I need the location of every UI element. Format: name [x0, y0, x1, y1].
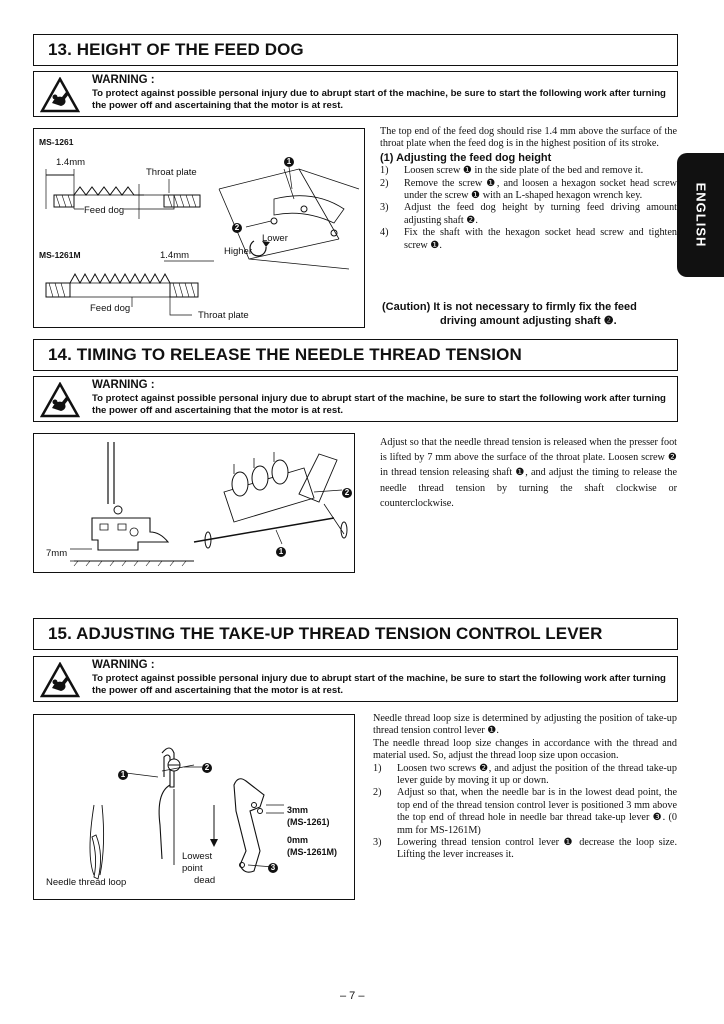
list-item: 1) Loosen two screws ❷, and adjust the position of the thread take-up lever guide by moving it up or down.: [373, 762, 677, 787]
section-15-text: [373, 713, 677, 862]
section-13-caution-2: driving amount adjusting shaft ❷.: [440, 315, 617, 327]
lower-label: Lower: [262, 233, 288, 244]
page-number: – 7 –: [340, 990, 365, 1002]
dim-7mm-label: 7mm: [46, 548, 68, 559]
section-15-warning: [33, 656, 678, 702]
model-label-a: MS-1261: [39, 137, 74, 147]
point-label: point: [182, 863, 203, 874]
warning-text: To protect against possible personal injury due to abrupt start of the machine, be sure to start the following work after turning the power off and ascertaining that the motor is at rest.: [92, 393, 666, 416]
dead-label: dead: [194, 875, 216, 886]
section-14-text: [380, 435, 677, 511]
higher-label: Higher: [224, 246, 252, 257]
model-label-b: MS-1261M: [39, 250, 81, 260]
tension-release-figure: [33, 433, 355, 573]
callout-1: 1: [284, 155, 294, 167]
throat-plate-label-a: Throat plate: [146, 167, 197, 178]
take-up-lever-figure: [33, 714, 355, 900]
list-item: 1) Loosen screw ❶ in the side plate of the bed and remove it.: [380, 165, 644, 177]
needle-thread-loop-label: Needle thread loop: [46, 877, 127, 888]
list-item: 2) Adjust so that, when the needle bar is in the lowest dead point, the top end of the thread tension control lever is positioned 3 mm above the top end of thread hole in needle bar thread take-up lever ❸. (0 mm for MS-1261M): [373, 787, 677, 836]
section-14-warning: [33, 376, 678, 422]
list-item: 3) Adjust the feed dog height by turning feed driving amount adjusting shaft ❷.: [380, 202, 677, 226]
callout-2: 2: [202, 761, 212, 773]
list-item: 3) Lowering thread tension control lever ❶ decrease the loop size. Lifting the lever increases it.: [373, 837, 677, 861]
section-13-text: [380, 126, 677, 252]
tension-release-drawing: [34, 434, 356, 574]
section-13-caution-1: (Caution) It is not necessary to firmly fix the feed: [382, 301, 637, 313]
dim-0mm-label: 0mm: [287, 835, 309, 845]
warning-title: WARNING :: [92, 74, 155, 86]
section-13-title: 13. HEIGHT OF THE FEED DOG: [33, 34, 678, 66]
callout-1: 1: [118, 768, 128, 780]
feed-dog-label-b: Feed dog: [90, 303, 131, 314]
model-label-b: (MS-1261M): [287, 847, 338, 857]
feed-dog-label-a: Feed dog: [84, 205, 125, 216]
throat-plate-label-b: Throat plate: [198, 310, 249, 321]
warning-text: To protect against possible personal injury due to abrupt start of the machine, be sure to start the following work after turning the power off and ascertaining that the motor is at rest.: [92, 673, 666, 696]
section-14-title: 14. TIMING TO RELEASE THE NEEDLE THREAD TENSION: [33, 339, 678, 371]
warning-triangle-icon: [40, 382, 80, 418]
feed-dog-figure: [33, 128, 365, 328]
lowest-label: Lowest: [182, 851, 213, 862]
dim-3mm-label: 3mm: [287, 805, 309, 815]
list-item: 4) Fix the shaft with the hexagon socket head screw and tighten screw ❶.: [380, 227, 677, 251]
callout-3: 3: [268, 861, 278, 873]
warning-triangle-icon: [40, 662, 80, 698]
dim-label-b: 1.4mm: [160, 250, 190, 261]
warning-text: To protect against possible personal injury due to abrupt start of the machine, be sure to start the following work after turning the power off and ascertaining that the motor is at rest.: [92, 88, 666, 111]
list-item: 2) Remove the screw ❶, and loosen a hexagon socket head screw under the screw ❶ with an L-shaped hexagon wrench key.: [380, 177, 677, 202]
warning-triangle-icon: [40, 77, 80, 113]
warning-title: WARNING :: [92, 379, 155, 391]
callout-1: 1: [276, 545, 286, 557]
section-14-paragraph: Adjust so that the needle thread tension is released when the presser foot is lifted by 7 mm above the surface of the throat plate. Loosen screw ❷ in thread tension releasing shaft ❶, and adjust the timing to release the needle thread tension by turning the shaft clockwise or counterclockwise.: [380, 437, 677, 509]
language-tab: ENGLISH: [677, 153, 724, 277]
section-15-title: 15. ADJUSTING THE TAKE-UP THREAD TENSION CONTROL LEVER: [33, 618, 678, 650]
callout-2: 2: [342, 486, 352, 498]
section-15-intro-2: The needle thread loop size changes in accordance with the thread and material used. So, adjust the thread loop size upon occasion.: [373, 737, 677, 762]
callout-2: 2: [232, 221, 242, 233]
section-13-intro: The top end of the feed dog should rise 1.4 mm above the surface of the throat plate when the feed dog is in the highest position of its stroke.: [380, 126, 677, 150]
section-15-intro-1: Needle thread loop size is determined by adjusting the position of take-up thread tension control lever ❶.: [373, 713, 677, 737]
section-13-warning: [33, 71, 678, 117]
model-label-a: (MS-1261): [287, 817, 330, 827]
warning-title: WARNING :: [92, 659, 155, 671]
dim-label-a: 1.4mm: [56, 157, 86, 168]
section-13-subheading: (1) Adjusting the feed dog height: [380, 151, 552, 164]
